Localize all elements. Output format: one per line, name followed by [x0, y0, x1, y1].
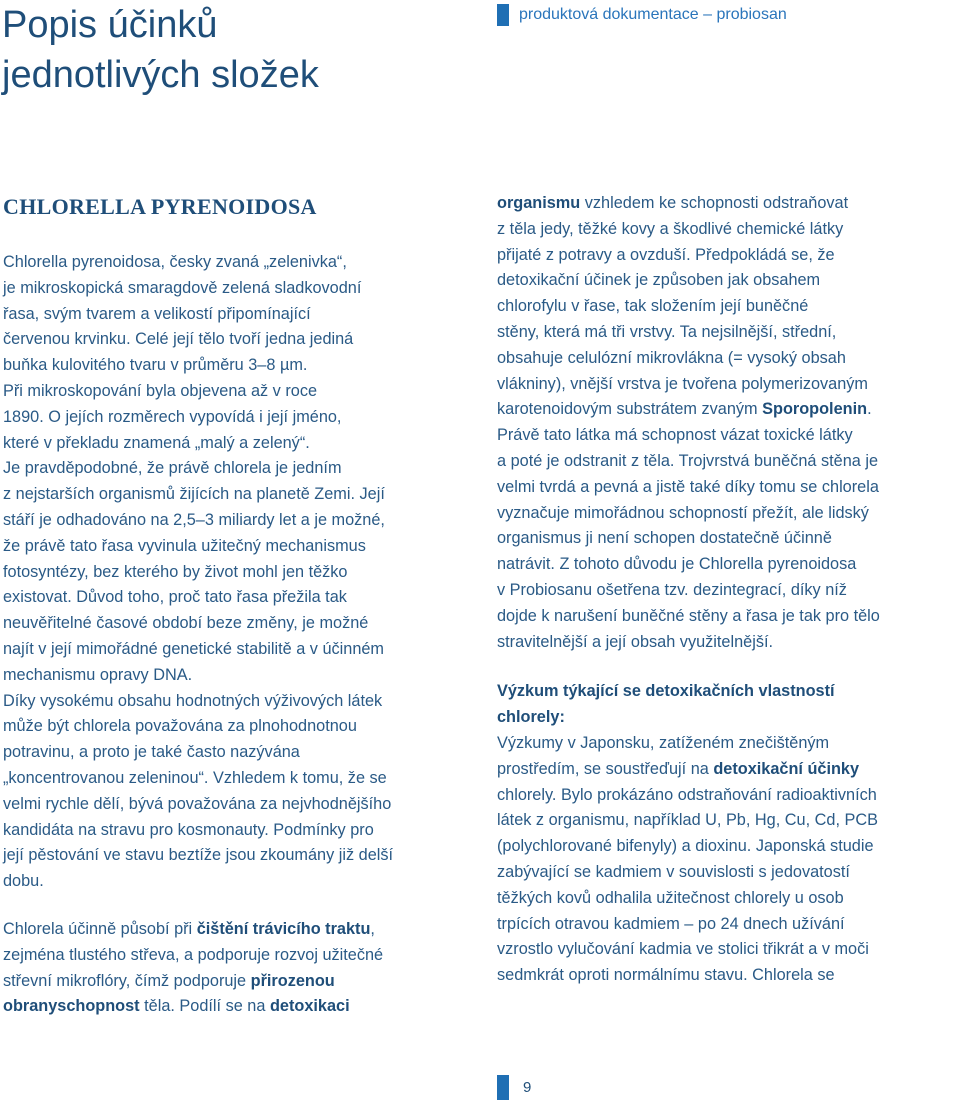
footer-accent-bar	[497, 1075, 509, 1100]
digestive-paragraph: Chlorela účinně působí při čištění trávicího traktu, zejména tlustého střeva, a podporuje rozvoj užitečné střevní mikroflóry, čímž podporuje přirozenou obranyschopnost těla. Podílí se na detoxikaci	[3, 919, 384, 1016]
page-title	[2, 0, 472, 100]
document-label: produktová dokumentace – probiosan	[519, 6, 787, 23]
page-footer	[497, 1075, 531, 1100]
detox-paragraph: organismu vzhledem ke schopnosti odstraňovat z těla jedy, těžké kovy a škodlivé chemické látky přijaté z potravy a ovzduší. Předpokládá se, že detoxikační účinek je způsoben jak obsahem chlorofylu v řase, tak složením její buněčné stěny, která má tři vrstvy. Ta nejsilnější, střední, obsahuje celulózní mikrovlákna (= vysoký obsah vlákniny), vnější vrstva je tvořena polymerizovaným karotenoidovým substrátem zvaným Sporopolenin. Právě tato látka má schopnost vázat toxické látky a poté je odstranit z těla. Trojvrstvá buněčná stěna je velmi tvrdá a pevná a jistě také díky tomu se chlorela vyznačuje mimořádnou schopností přežít, ale lidský organismus ji není schopen dostatečně účinně natrávit. Z tohoto důvodu je Chlorella pyrenoidosa v Probiosanu ošetřena tzv. dezintegrací, díky níž dojde k narušení buněčné stěny a řasa je tak pro tělo stravitelnější a její obsah využitelnější.	[497, 194, 880, 651]
highlight-natural-immunity: přirozenou obranyschopnost	[3, 971, 335, 1016]
intro-paragraph: Chlorella pyrenoidosa, česky zvaná „zelenivka“, je mikroskopická smaragdově zelená sladkovodní řasa, svým tvarem a velikostí připomínající červenou krvinku. Celé její tělo tvoří jedna jediná buňka kulovitého tvaru v průměru 3–8 µm. Při mikroskopování byla objevena až v roce 1890. O jejích rozměrech vypovídá i její jméno, které v překladu znamená „malý a zelený“. Je pravděpodobné, že právě chlorela je jedním z nejstarších organismů žijících na planetě Zemi. Její stáří je odhadováno na 2,5–3 miliardy let a je možné, že právě tato řasa vyvinula užitečný mechanismus fotosyntézy, bez kterého by život mohl jen těžko existovat. Důvod toho, proč tato řasa přežila tak neuvěřitelné časové období beze změny, je možné najít v její mimořádné genetické stabilitě a v účinném mechanismu opravy DNA. Díky vysokému obsahu hodnotných výživových látek může být chlorela považována za plnohodnotnou potravinu, a proto je také často nazývána „koncentrovanou zeleninou“. Vzhledem k tomu, že se velmi rychle dělí, bývá považována za nejvhodnějšího kandidáta na stravu pro kosmonauty. Podmínky pro její pěstování ve stavu beztíže jsou zkoumány již delší dobu.	[3, 253, 394, 891]
section-title: CHLORELLA PYRENOIDOSA	[3, 194, 317, 219]
highlight-detoxification: detoxikaci	[269, 997, 350, 1016]
page-number: 9	[523, 1079, 532, 1096]
left-column	[3, 250, 473, 1020]
research-paragraph: Výzkumy v Japonsku, zatíženém znečištěným prostředím, se soustřeďují na detoxikační účinky chlorely. Bylo prokázáno odstraňování radioaktivních látek z organismu, například U, Pb, Hg, Cu, Cd, PCB (polychlorované bifenyly) a dioxinu. Japonská studie zabývající se kadmiem v souvislosti s jedovatostí těžkých kovů odhalila užitečnost chlorely u osob trpících otravou kadmiem – po 24 dnech užívání vzrostlo vylučování kadmia ve stolici třikrát a v moči sedmkrát oproti normálnímu stavu. Chlorela se	[497, 733, 878, 985]
research-subheading: Výzkum týkající se detoxikačních vlastností chlorely:	[497, 682, 835, 727]
header-accent-bar	[497, 4, 509, 26]
highlight-digestive-cleansing: čištění trávicího traktu	[196, 919, 371, 938]
document-header	[497, 4, 787, 26]
page-title-line-2: jednotlivých složek	[2, 54, 319, 96]
highlight-sporopolenin: Sporopolenin	[762, 400, 868, 419]
highlight-organism: organismu	[497, 194, 581, 212]
page-title-line-1: Popis účinků	[2, 4, 218, 46]
right-column	[497, 191, 960, 989]
highlight-detox-effects: detoxikační účinky	[713, 759, 860, 778]
